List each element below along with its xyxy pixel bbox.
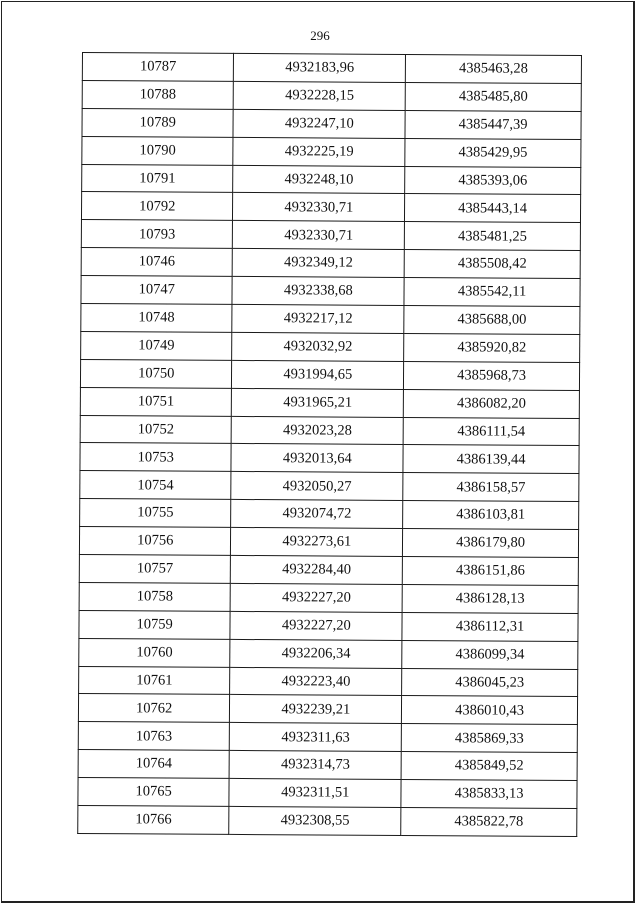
page-number: 296 (310, 28, 330, 43)
point-number-cell: 10766 (78, 806, 230, 835)
x-coordinate-cell: 4932228,15 (234, 81, 406, 110)
table-row (78, 722, 577, 753)
point-number-cell: 10749 (81, 331, 233, 360)
point-number-cell: 10793 (81, 220, 233, 249)
y-coordinate-cell: 4386158,57 (403, 473, 579, 502)
y-coordinate-cell: 4386045,23 (402, 668, 578, 697)
x-coordinate-cell: 4932247,10 (233, 109, 405, 138)
table-row (78, 806, 577, 837)
x-coordinate-cell: 4932023,28 (232, 416, 404, 445)
y-coordinate-cell: 4385849,52 (401, 752, 577, 781)
point-number-cell: 10762 (78, 694, 230, 723)
y-coordinate-cell: 4386082,20 (403, 389, 579, 418)
point-number-cell: 10763 (78, 722, 230, 751)
x-coordinate-cell: 4932183,96 (234, 53, 406, 82)
y-coordinate-cell: 4386112,31 (402, 612, 578, 641)
x-coordinate-cell: 4932284,40 (231, 555, 403, 584)
y-coordinate-cell: 4385968,73 (404, 361, 580, 390)
point-number-cell: 10750 (80, 359, 232, 388)
y-coordinate-cell: 4386010,43 (402, 696, 578, 725)
x-coordinate-cell: 4932013,64 (231, 444, 403, 473)
table-row (81, 192, 580, 223)
table-row (79, 666, 578, 697)
x-coordinate-cell: 4932330,71 (233, 221, 405, 250)
x-coordinate-cell: 4932248,10 (233, 165, 405, 194)
coordinates-table (77, 52, 582, 837)
x-coordinate-cell: 4932032,92 (232, 332, 404, 361)
x-coordinate-cell: 4932206,34 (230, 639, 402, 668)
x-coordinate-cell: 4932349,12 (233, 249, 405, 278)
y-coordinate-cell: 4385429,95 (405, 138, 581, 167)
y-coordinate-cell: 4385481,25 (404, 222, 580, 251)
table-row (82, 53, 581, 84)
table-row (80, 415, 579, 446)
x-coordinate-cell: 4932273,61 (231, 528, 403, 557)
point-number-cell: 10760 (79, 638, 231, 667)
y-coordinate-cell: 4386103,81 (403, 501, 579, 530)
x-coordinate-cell: 4932223,40 (230, 667, 402, 696)
y-coordinate-cell: 4386128,13 (402, 584, 578, 613)
point-number-cell: 10753 (80, 443, 232, 472)
point-number-cell: 10748 (81, 304, 233, 333)
x-coordinate-cell: 4932227,20 (231, 583, 403, 612)
point-number-cell: 10789 (82, 108, 234, 137)
x-coordinate-cell: 4932311,51 (229, 779, 401, 808)
table-row (82, 108, 581, 139)
y-coordinate-cell: 4385463,28 (405, 54, 581, 83)
x-coordinate-cell: 4932311,63 (230, 723, 402, 752)
y-coordinate-cell: 4385920,82 (404, 333, 580, 362)
y-coordinate-cell: 4386139,44 (403, 445, 579, 474)
point-number-cell: 10759 (79, 610, 231, 639)
table-row (79, 555, 578, 586)
table-row (79, 527, 578, 558)
table-row (82, 164, 581, 195)
table-row (79, 610, 578, 641)
y-coordinate-cell: 4385447,39 (405, 110, 581, 139)
x-coordinate-cell: 4932227,20 (230, 611, 402, 640)
point-number-cell: 10747 (81, 276, 233, 305)
table-row (80, 443, 579, 474)
y-coordinate-cell: 4385508,42 (404, 250, 580, 279)
table-row (82, 80, 581, 111)
x-coordinate-cell: 4932338,68 (232, 277, 404, 306)
table-row (81, 220, 580, 251)
point-number-cell: 10761 (79, 666, 231, 695)
table-row (80, 387, 579, 418)
table-row (78, 750, 577, 781)
table-row (81, 276, 580, 307)
table-row (81, 248, 580, 279)
point-number-cell: 10751 (80, 387, 232, 416)
point-number-cell: 10764 (78, 750, 230, 779)
table-row (80, 471, 579, 502)
point-number-cell: 10790 (82, 136, 234, 165)
x-coordinate-cell: 4932050,27 (231, 472, 403, 501)
y-coordinate-cell: 4386099,34 (402, 640, 578, 669)
x-coordinate-cell: 4932217,12 (232, 304, 404, 333)
x-coordinate-cell: 4932308,55 (229, 806, 401, 835)
table-row (81, 304, 580, 335)
table-row (80, 499, 579, 530)
x-coordinate-cell: 4931994,65 (232, 360, 404, 389)
table-row (79, 582, 578, 613)
point-number-cell: 10746 (81, 248, 233, 277)
table-row (78, 778, 577, 809)
point-number-cell: 10787 (82, 53, 234, 82)
y-coordinate-cell: 4385833,13 (401, 780, 577, 809)
y-coordinate-cell: 4385688,00 (404, 305, 580, 334)
point-number-cell: 10755 (80, 499, 232, 528)
point-number-cell: 10765 (78, 778, 230, 807)
point-number-cell: 10792 (81, 192, 233, 221)
y-coordinate-cell: 4385393,06 (405, 166, 581, 195)
point-number-cell: 10752 (80, 415, 232, 444)
point-number-cell: 10756 (79, 527, 231, 556)
table-row (82, 136, 581, 167)
x-coordinate-cell: 4932330,71 (233, 193, 405, 222)
x-coordinate-cell: 4932225,19 (233, 137, 405, 166)
x-coordinate-cell: 4931965,21 (232, 388, 404, 417)
point-number-cell: 10791 (82, 164, 234, 193)
point-number-cell: 10754 (80, 471, 232, 500)
y-coordinate-cell: 4385542,11 (404, 278, 580, 307)
table-row (79, 638, 578, 669)
y-coordinate-cell: 4385485,80 (405, 82, 581, 111)
point-number-cell: 10788 (82, 80, 234, 109)
x-coordinate-cell: 4932074,72 (231, 500, 403, 529)
y-coordinate-cell: 4385443,14 (405, 194, 581, 223)
x-coordinate-cell: 4932239,21 (230, 695, 402, 724)
x-coordinate-cell: 4932314,73 (229, 751, 401, 780)
y-coordinate-cell: 4385869,33 (401, 724, 577, 753)
y-coordinate-cell: 4386111,54 (403, 417, 579, 446)
table-row (78, 694, 577, 725)
table-row (81, 331, 580, 362)
y-coordinate-cell: 4386151,86 (402, 556, 578, 585)
y-coordinate-cell: 4386179,80 (403, 529, 579, 558)
point-number-cell: 10757 (79, 555, 231, 584)
point-number-cell: 10758 (79, 582, 231, 611)
table-row (80, 359, 579, 390)
y-coordinate-cell: 4385822,78 (401, 808, 577, 837)
